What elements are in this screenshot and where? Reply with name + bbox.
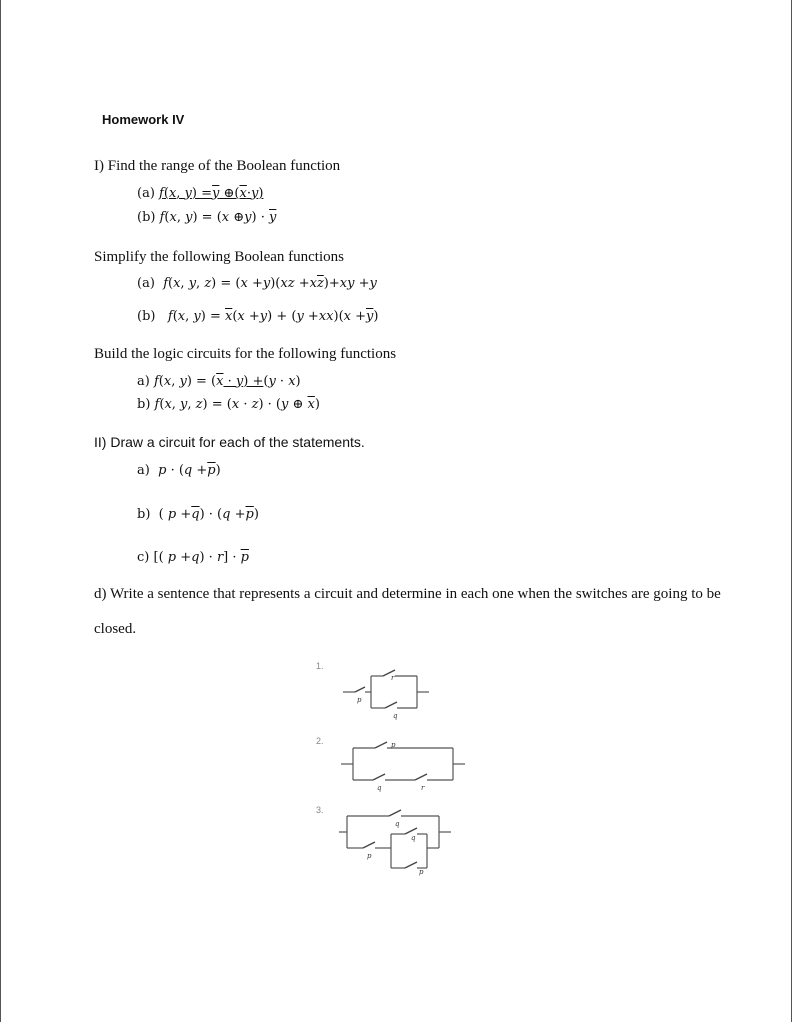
simplify-item-b: (b) f(x, $y) = \overline{x}(x +y) + (y +xx)(x +\overline{y})$ [137,309,379,324]
item-label: (a) [137,276,155,291]
part2-item-b: b) ( $p +\overline{q}) \cdot (q +\overline{p})$ [137,507,259,522]
label-p: p [367,852,372,860]
switch-r-icon [415,774,427,780]
page-title: Homework IV [102,112,185,127]
item-label: (a) [137,186,155,201]
switch-p-icon [363,842,375,848]
label-r: r [421,784,425,792]
label-p: p [419,868,424,876]
circuit-diagram-3 [335,804,460,876]
label-r: r [391,674,395,682]
item-label: b) [137,507,151,522]
range-item-b: (b) f(x, y) = (x ⊕y) · $\overline{y}$ [137,210,277,225]
item-label: a) [137,374,150,389]
label-p: p [391,741,396,749]
label-q: q [411,834,416,842]
item-label: a) [137,463,150,478]
label-p: p [357,696,362,704]
label-q: q [377,784,382,792]
circuit-number: 1. [316,661,324,671]
circuit-diagram-2 [335,738,470,794]
circuit-number: 2. [316,736,324,746]
circuit-number: 3. [316,805,324,815]
switch-p-icon [375,742,387,748]
switch-q-icon [385,702,397,708]
item-label: b) [137,397,151,412]
build-item-b: b) f(x, y, z) = (x · z) · (y ⊕ $\overline{x}$) [137,397,320,412]
part2-heading: II) Draw a circuit for each of the statements. [94,434,365,450]
switch-p-icon [405,862,417,868]
label-q: q [393,712,398,720]
switch-q-icon [389,810,401,816]
range-item-a: (a) f(x, y) =y ⊕(x·y) [137,186,264,201]
part2-d-line1: d) Write a sentence that represents a circuit and determine in each one when the switches are going to be [94,586,721,602]
item-label: c) [137,550,150,565]
simplify-heading: Simplify the following Boolean functions [94,249,344,265]
range-heading: I) Find the range of the Boolean function [94,158,341,174]
item-label: (b) [137,210,156,225]
label-q: q [395,820,400,828]
part2-item-c: c) [( $p +q) \cdot r] \cdot \overline{p}$ [137,550,249,565]
simplify-item-a: (a) f(x, y, $z) = (x +y)(xz +x\overline{z})+xy +y$ [137,276,377,291]
circuit-diagram-1 [335,662,435,722]
part2-d-line2: closed. [94,621,137,637]
switch-p-icon [355,687,365,692]
switch-q-icon [373,774,385,780]
part2-item-a: a) $p \cdot (q +\overline{p})$ [137,463,221,478]
build-item-a: a) f(x, $y) = (\overline{x} \cdot y) +(y \cdot x)$ [137,374,301,389]
build-heading: Build the logic circuits for the following functions [94,346,397,362]
item-label: (b) [137,309,156,324]
